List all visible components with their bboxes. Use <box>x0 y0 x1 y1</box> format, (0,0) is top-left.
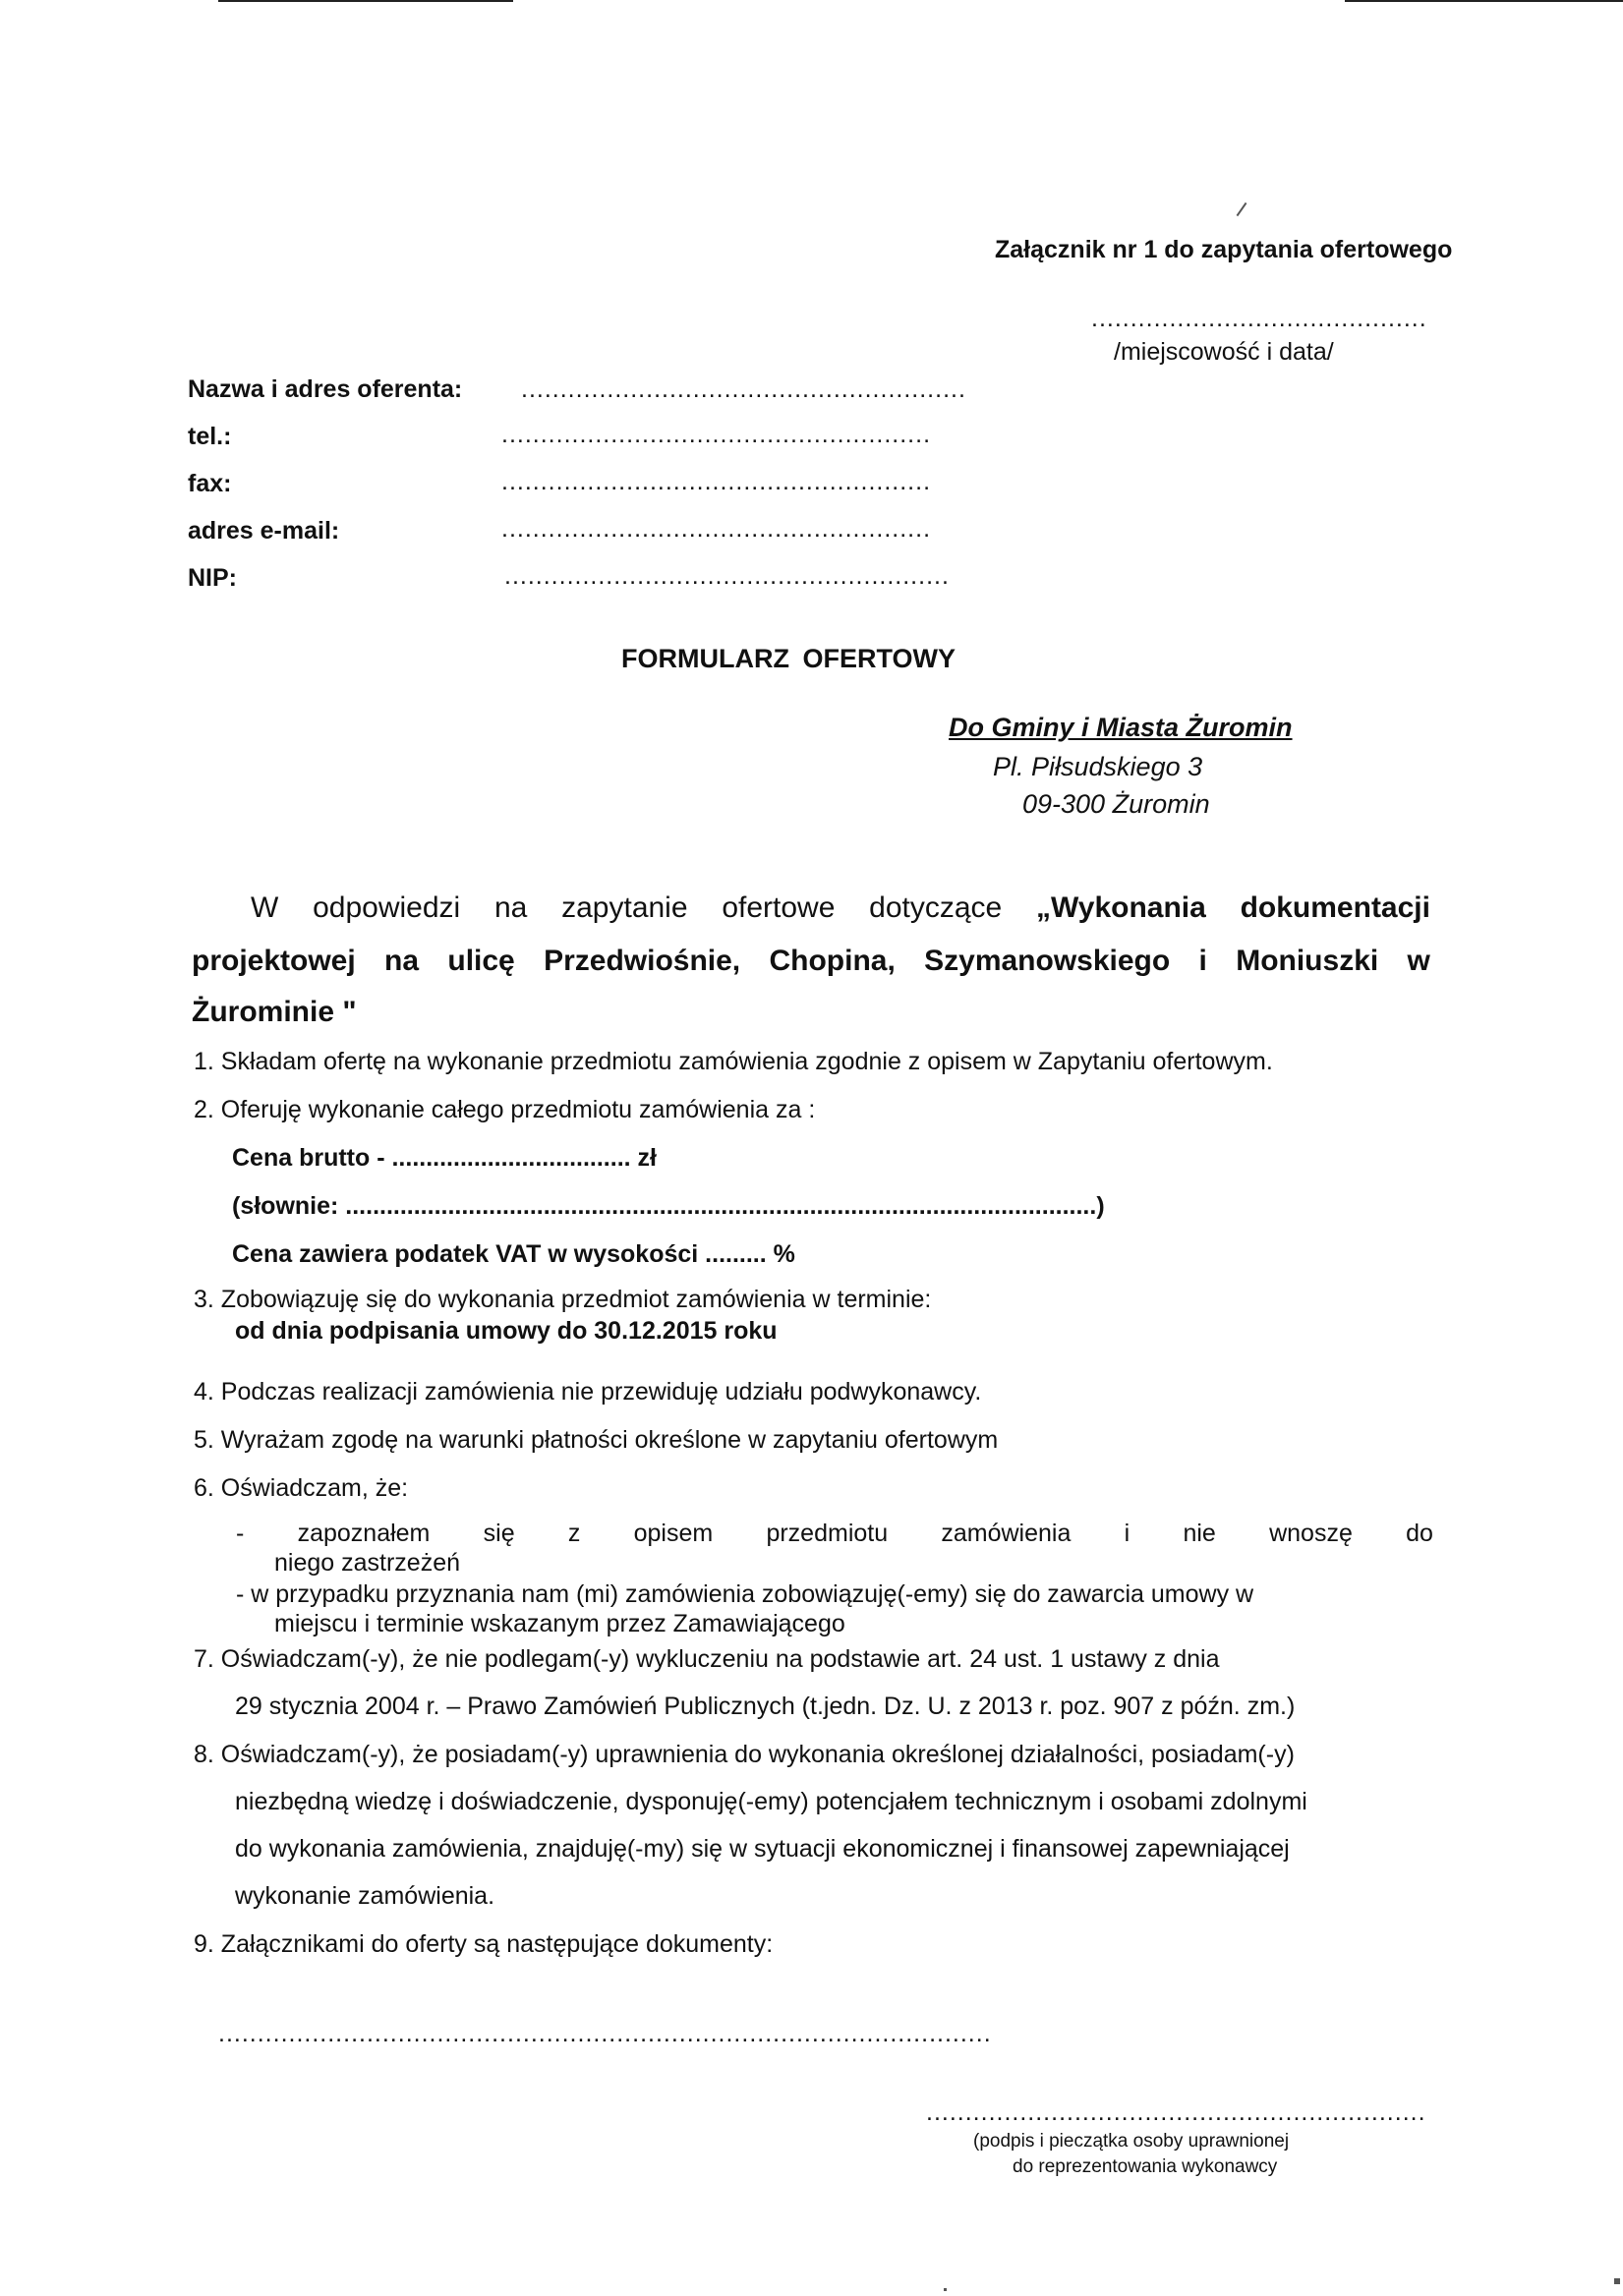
bullet-word: z <box>567 1520 581 1547</box>
intro-word: „Wykonania <box>1036 891 1206 924</box>
bidder-name-field: ......................................................... <box>521 375 966 403</box>
item-2: 2. Oferuję wykonanie całego przedmiotu zamówienia za : <box>194 1096 816 1123</box>
form-title: FORMULARZ OFERTOWY <box>621 644 956 673</box>
item-6: 6. Oświadczam, że: <box>194 1474 409 1502</box>
bullet-word: - <box>236 1520 245 1547</box>
scan-speck <box>1614 2278 1620 2284</box>
nip-label: NIP: <box>188 564 237 592</box>
intro-word: W <box>251 891 279 924</box>
signature-dots: ................................................................ <box>926 2098 1426 2126</box>
recipient-city: 09-300 Żuromin <box>1022 789 1210 819</box>
item-4: 4. Podczas realizacji zamówienia nie przewiduję udziału podwykonawcy. <box>194 1378 982 1406</box>
price-in-words: (słownie: ..............................................................................................................) <box>232 1192 1105 1220</box>
bullet-2: - w przypadku przyznania nam (mi) zamówienia zobowiązuję(-emy) się do zawarcia umowy w <box>236 1580 1254 1608</box>
place-date-dots: ........................................... <box>1091 305 1427 332</box>
recipient-street: Pl. Piłsudskiego 3 <box>993 752 1203 781</box>
bullet-word: nie <box>1183 1520 1216 1547</box>
bullet-word: i <box>1124 1520 1130 1547</box>
bullet-word: do <box>1406 1520 1433 1547</box>
bullet-1-cont: niego zastrzeżeń <box>274 1549 461 1577</box>
intro-line-2 <box>192 945 1430 978</box>
intro-word: odpowiedzi <box>313 891 461 924</box>
bullet-word: wnoszę <box>1269 1520 1353 1547</box>
intro-word: Chopina, <box>769 945 896 977</box>
intro-word: Moniuszki <box>1236 945 1379 977</box>
vat-rate: Cena zawiera podatek VAT w wysokości ......... % <box>232 1240 795 1268</box>
intro-line-1 <box>251 891 1430 925</box>
intro-word: na <box>493 891 528 924</box>
price-gross: Cena brutto - ................................... zł <box>232 1144 657 1172</box>
intro-word: dotyczące <box>869 891 1003 924</box>
fax-field: ....................................................... <box>501 468 932 495</box>
bullet-2-cont: miejscu i terminie wskazanym przez Zamawiającego <box>274 1610 845 1637</box>
intro-word: zapytanie <box>561 891 688 924</box>
scan-speck <box>944 2288 947 2291</box>
recipient-name: Do Gminy i Miasta Żuromin <box>949 713 1293 742</box>
item-3-deadline: od dnia podpisania umowy do 30.12.2015 roku <box>235 1317 778 1345</box>
item-8-line-4: wykonanie zamówienia. <box>235 1882 495 1910</box>
item-8-line-3: do wykonania zamówienia, znajduję(-my) się w sytuacji ekonomicznej i finansowej zapewniającej <box>235 1835 1290 1863</box>
intro-word: w <box>1407 945 1430 977</box>
intro-word: projektowej <box>192 945 356 977</box>
signature-caption-2: do reprezentowania wykonawcy <box>1013 2156 1278 2177</box>
scan-speck <box>1237 202 1247 216</box>
bidder-name-label: Nazwa i adres oferenta: <box>188 375 463 403</box>
intro-word: i <box>1198 945 1207 977</box>
item-8-line-2: niezbędną wiedzę i doświadczenie, dysponuję(-emy) potencjałem technicznym i osobami zdolnymi <box>235 1788 1307 1815</box>
email-label: adres e-mail: <box>188 517 340 545</box>
place-date-caption: /miejscowość i data/ <box>1114 338 1334 366</box>
tel-label: tel.: <box>188 423 232 450</box>
nip-field: ......................................................... <box>504 562 950 590</box>
intro-word: Szymanowskiego <box>924 945 1171 977</box>
intro-word: na <box>384 945 420 977</box>
attachments-dots: ................................................................................................... <box>218 2020 992 2047</box>
scan-edge-line <box>218 0 513 2</box>
fax-label: fax: <box>188 470 232 497</box>
signature-caption-1: (podpis i pieczątka osoby uprawnionej <box>973 2131 1290 2152</box>
bullet-word: się <box>483 1520 515 1547</box>
bullet-word: przedmiotu <box>766 1520 889 1547</box>
bullet-word: opisem <box>633 1520 714 1547</box>
item-7-line-1: 7. Oświadczam(-y), że nie podlegam(-y) wykluczeniu na podstawie art. 24 ust. 1 ustawy z dnia <box>194 1645 1220 1673</box>
item-9: 9. Załącznikami do oferty są następujące dokumenty: <box>194 1930 774 1958</box>
scan-edge-line <box>1345 0 1623 2</box>
intro-word: dokumentacji <box>1240 891 1430 924</box>
item-1: 1. Składam ofertę na wykonanie przedmiotu zamówienia zgodnie z opisem w Zapytaniu ofertowym. <box>194 1048 1273 1075</box>
annex-title: Załącznik nr 1 do zapytania ofertowego <box>995 236 1453 263</box>
email-field: ....................................................... <box>501 515 932 543</box>
intro-word: Przedwiośnie, <box>544 945 741 977</box>
item-5: 5. Wyrażam zgodę na warunki płatności określone w zapytaniu ofertowym <box>194 1426 999 1454</box>
tel-field: ....................................................... <box>501 421 932 448</box>
bullet-1-line <box>236 1520 1433 1548</box>
bullet-word: zapoznałem <box>297 1520 431 1547</box>
item-8-line-1: 8. Oświadczam(-y), że posiadam(-y) uprawnienia do wykonania określonej działalności, posiadam(-y) <box>194 1741 1295 1768</box>
bullet-word: zamówienia <box>941 1520 1072 1547</box>
item-3: 3. Zobowiązuję się do wykonania przedmiot zamówienia w terminie: <box>194 1286 932 1313</box>
intro-word: ulicę <box>447 945 515 977</box>
item-7-line-2: 29 stycznia 2004 r. – Prawo Zamówień Publicznych (t.jedn. Dz. U. z 2013 r. poz. 907 z późn. zm.) <box>235 1693 1296 1720</box>
intro-line-3: Żurominie " <box>192 996 357 1028</box>
intro-word: ofertowe <box>722 891 836 924</box>
